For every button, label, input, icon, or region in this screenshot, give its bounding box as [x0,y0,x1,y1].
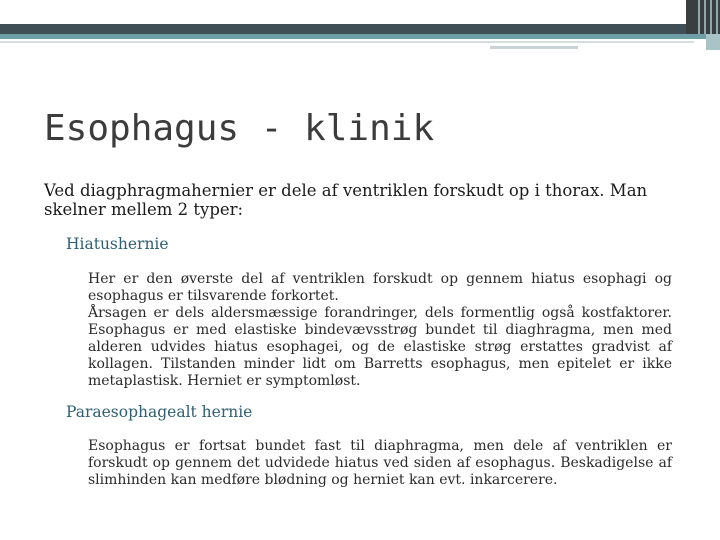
section-heading-hiatushernie: Hiatushernie [66,235,169,253]
corner-stripes [696,0,720,34]
corner-accent [706,34,720,50]
section-paragraph: Årsagen er dels aldersmæssige forandringer, dels formentlig også kostfaktorer. Esophagus er med elastiske bindevævsstrøg bundet til diaghragma, men med alderen udvides hiatus esophagei, og de elastiske strøg erstattes gradvist af kollagen. Tilstanden minder lidt om Barretts esophagus, men epitelet er ikke metaplastisk. Herniet er symptomløst. [88,305,672,389]
section-paragraph: Her er den øverste del af ventriklen forskudt op gennem hiatus esophagi og esophagus er tilsvarende forkortet. [88,271,672,304]
header-rule-accent [490,46,578,49]
section-heading-paraesophagealt: Paraesophagealt hernie [66,403,253,421]
header-bar-dark [0,24,686,34]
slide-title: Esophagus - klinik [44,108,435,149]
section-paragraph: Esophagus er fortsat bundet fast til diaphragma, men dele af ventriklen er forskudt op gennem det udvidede hiatus ved siden af esophagus. Beskadigelse af slimhinden kan medføre blødning og herniet kan evt. inkarcerere. [88,438,672,488]
slide-intro: Ved diagphragmahernier er dele af ventriklen forskudt op i thorax. Man skelner mellem 2 typer: [44,181,648,219]
header-rule [0,41,694,43]
header-bar-teal [0,34,720,39]
